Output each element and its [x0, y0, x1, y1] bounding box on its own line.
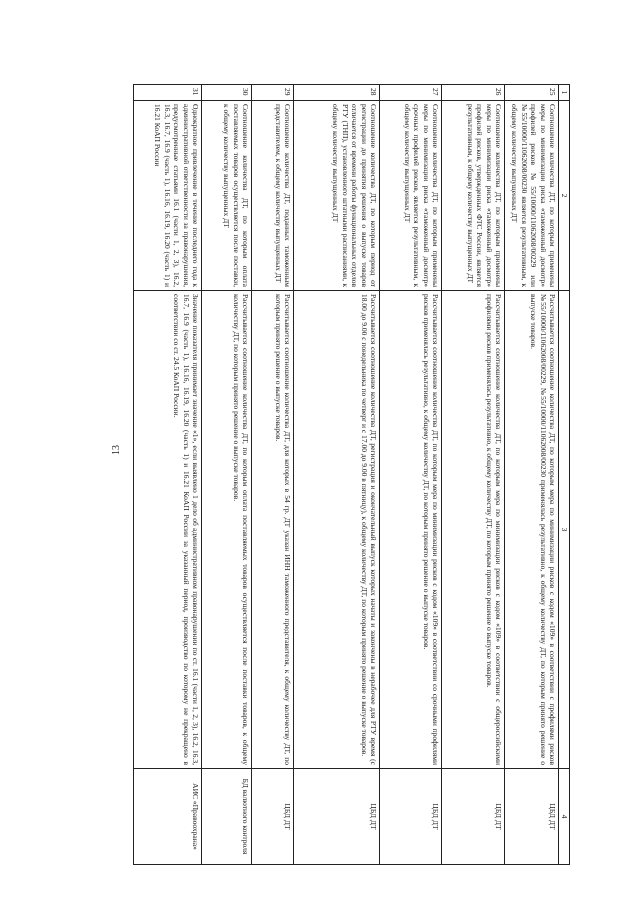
table-row — [202, 85, 252, 865]
row-number: 31 — [134, 85, 202, 101]
indicator-cell: Соотношение количества ДТ, по которым применены меры по минимизации риска «таможенный досмотр» профилей рисков №55/10000/11062008/00229 или №55/10000/11062008/00230 является результативным, к общему количеству выпущенных ДТ — [505, 101, 559, 291]
table-row — [442, 85, 505, 865]
row-number: 30 — [202, 85, 252, 101]
column-number-row — [559, 85, 570, 865]
indicator-cell: Соотношение количества ДТ, поданных таможенным представителем, к общему количеству выпущенных ДТ — [252, 101, 294, 291]
page-number: 13 — [111, 445, 122, 455]
indicators-table — [133, 84, 570, 865]
source-cell: ЦБД ДТ — [252, 769, 294, 865]
method-cell: Значение показателя принимает значение «1», если выявлено 1 дело об административном правонарушении по ст. 16.1 (части 1, 2, 3), 16.2, 16.3, 16.7, 16.9 (часть 1), 16.16, 16.19, 16.20 (часть 1) и 16.21 КоАП России за указанный период, производство по которому не прекращено в соответствии со ст. 24.5 КоАП России. — [134, 291, 202, 769]
source-cell: АИС «Правоохрана» — [134, 769, 202, 865]
indicator-cell: Соотношение количества ДТ, по которым период от регистрации до принятия решения о выпуске товаров отличается от времени работы функциональных отделов РТУ (ТНП), установленного штатными расписаниями, к общему количеству выпущенных ДТ — [294, 101, 380, 291]
method-cell: Рассчитывается соотношение количества ДТ, по которым мера по минимизации рисков с кодом «109» в соответствии со срочными профилями рисков применялась результативно, к общему количеству ДТ, по которым принято решение о выпуске товаров. — [380, 291, 442, 769]
table-row — [294, 85, 380, 865]
row-number: 28 — [294, 85, 380, 101]
method-cell: Рассчитывается соотношение количества ДТ, по которым мера по минимизации рисков с кодом «109» в соответствии с общероссийскими профилями рисков применялась результативно, к общему количеству ДТ, по которым принято решение о выпуске товаров. — [442, 291, 505, 769]
method-cell: Рассчитывается соотношение количества ДТ, для которых в 54 гр. ДТ указан ИНН таможенного представителя, к общему количеству ДТ, по которым принято решение о выпуске товаров. — [252, 291, 294, 769]
table-row — [380, 85, 442, 865]
column-number-3: 3 — [559, 291, 570, 769]
indicator-cell: Соотношение количества ДТ, по которым применены меры по минимизации риска «таможенный досмотр» срочных профилей рисков, является результативным, к общему количеству выпущенных ДТ — [380, 101, 442, 291]
indicator-cell: Соотношение количества ДТ, по которым применены меры по минимизации риска «таможенный досмотр» профилей рисков, утвержденных ФТС России, является результативным, к общему количеству выпущенных ДТ — [442, 101, 505, 291]
column-number-4: 4 — [559, 769, 570, 865]
row-number: 25 — [505, 85, 559, 101]
source-cell: ЦБД ДТ — [442, 769, 505, 865]
indicator-cell: Однократное привлечение в течение последнего года к административной ответственности за правонарушения, предусмотренные статьями 16.1 (части 1, 2, 3), 16.2, 16.3, 16.7, 16.9 (часть 1), 16.16, 16.19, 16.20 (часть 1) и 16.21 КоАП России — [134, 101, 202, 291]
source-cell: БД валютного контроля — [202, 769, 252, 865]
row-number: 27 — [380, 85, 442, 101]
method-cell: Рассчитывается соотношение количества ДТ, по которым оплата поставляемых товаров осуществляется после поставки товаров, к общему количеству ДТ, по которым принято решение о выпуске товаров. — [202, 291, 252, 769]
row-number: 29 — [252, 85, 294, 101]
source-cell: ЦБД ДТ — [380, 769, 442, 865]
indicator-cell: Соотношение количества ДТ, по которым оплата поставляемых товаров осуществляется после поставки, к общему количеству выпущенных ДТ — [202, 101, 252, 291]
rotated-table-container — [135, 84, 570, 864]
row-number: 26 — [442, 85, 505, 101]
table-row — [505, 85, 559, 865]
method-cell: Рассчитывается соотношение количества ДТ, по которым мера по минимизации рисков с кодом «109» в соответствии с профилями рисков №55/10000/11062008/00229, №55/10000/11062008/00230 применялась результативно, к общему количеству ДТ, по которым принято решение о выпуске товаров. — [505, 291, 559, 769]
table-row — [252, 85, 294, 865]
column-number-1: 1 — [559, 85, 570, 101]
method-cell: Рассчитывается соотношение количества ДТ, регистрация и окончательный выпуск которых начаты и закончены в нерабочее для РТУ время (с 18.00 до 9.00 с понедельника по четверг и с 17.00 до 9.00 в пятницу), к общему количеству ДТ, по которым принято решение о выпуске товаров. — [294, 291, 380, 769]
source-cell: ЦБД ДТ — [505, 769, 559, 865]
table-row — [134, 85, 202, 865]
source-cell: ЦБД ДТ — [294, 769, 380, 865]
column-number-2: 2 — [559, 101, 570, 291]
